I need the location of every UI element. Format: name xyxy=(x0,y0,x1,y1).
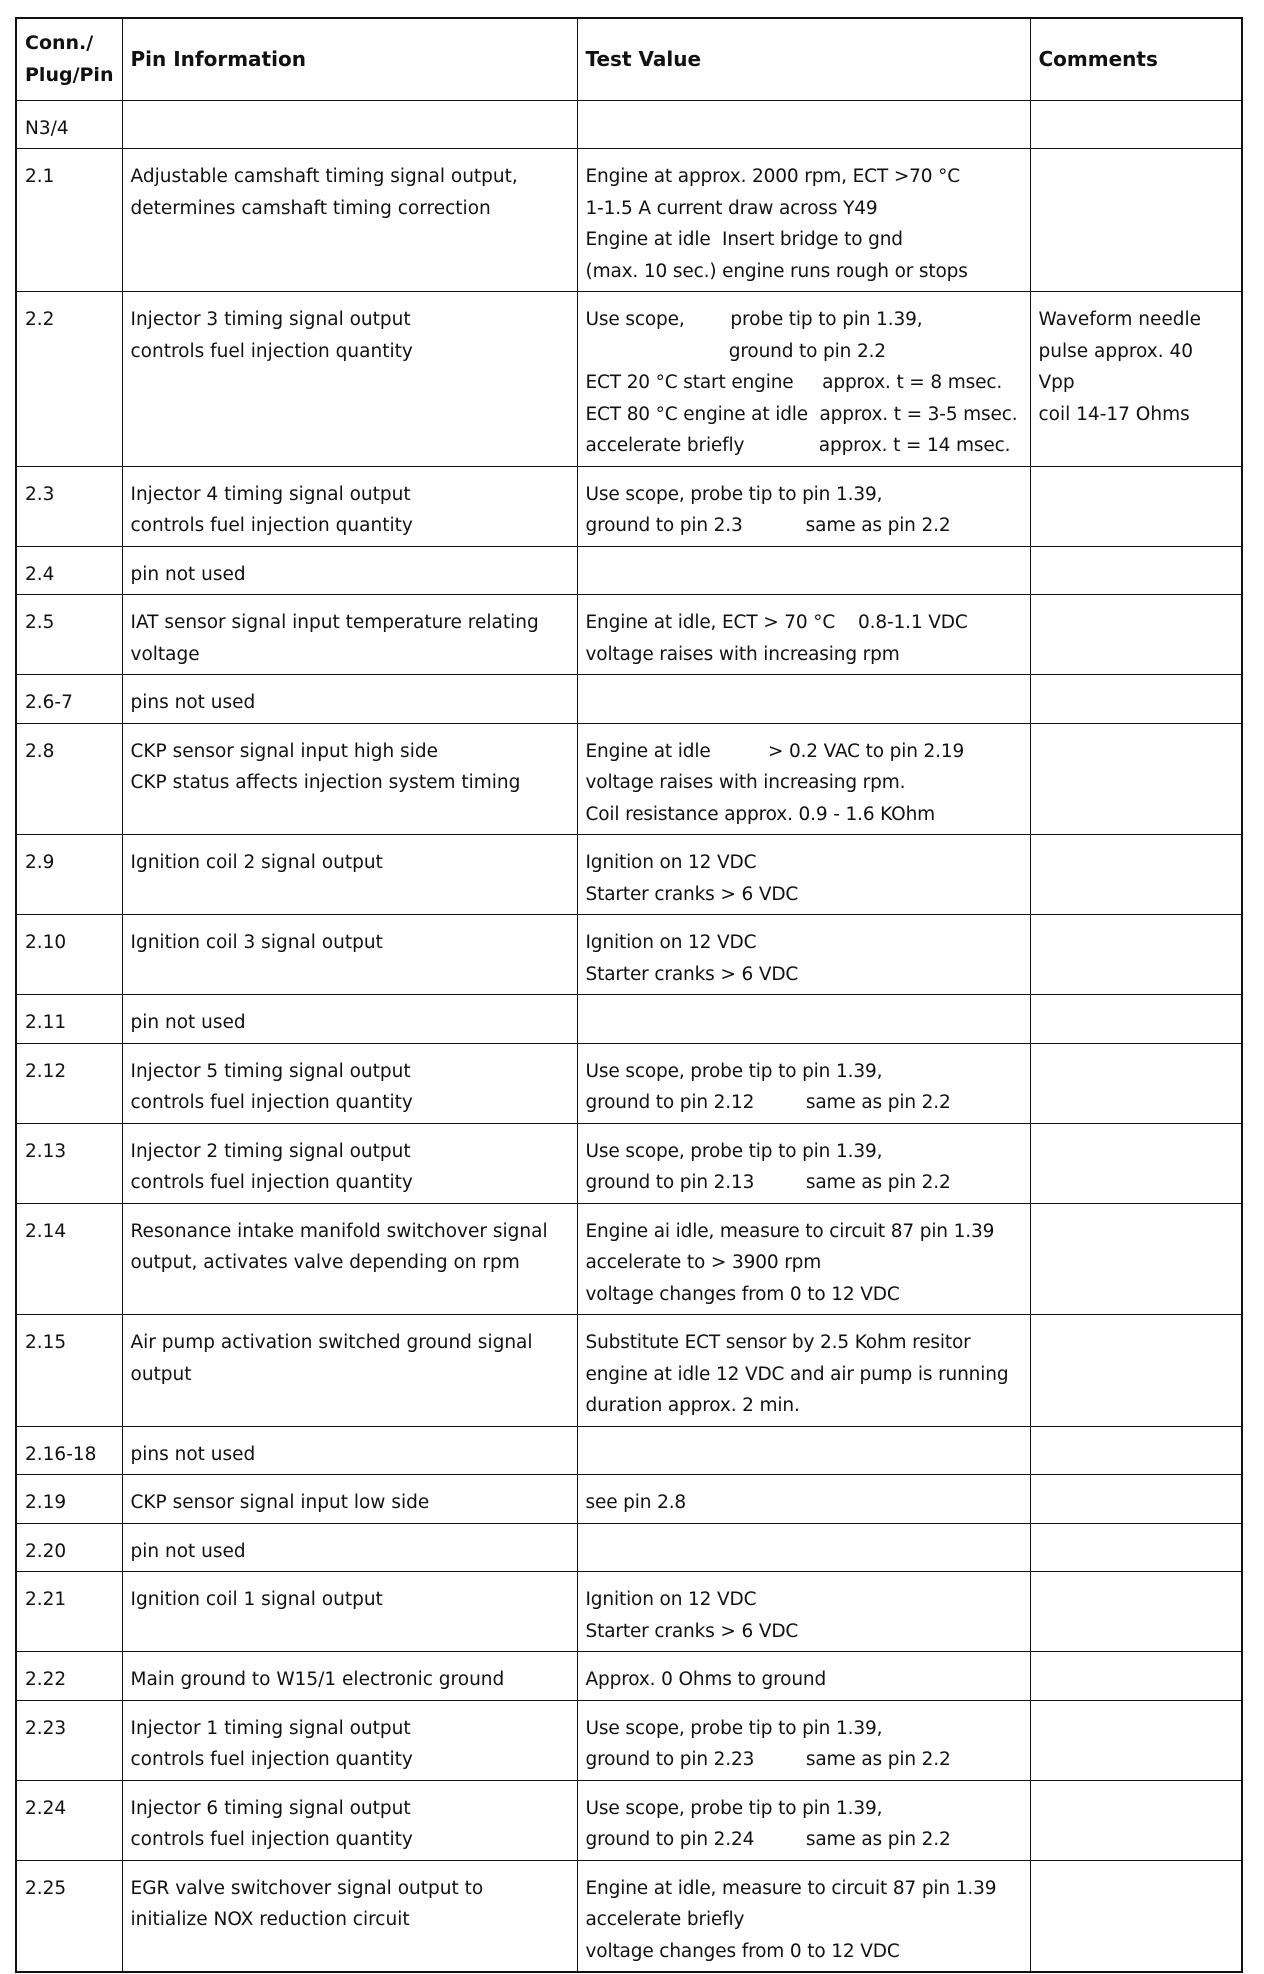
info-line: determines camshaft timing correction xyxy=(130,197,491,219)
comments-cell xyxy=(1030,1780,1242,1860)
table-row xyxy=(16,100,1242,149)
test-line: see pin 2.8 xyxy=(585,1492,687,1513)
info-cell xyxy=(122,1203,577,1315)
test-value-cell xyxy=(577,100,1030,149)
pin-cell: 2.1 xyxy=(16,149,122,292)
info-line: EGR valve switchover signal output to xyxy=(130,1877,484,1899)
comments-cell xyxy=(1030,1475,1242,1524)
test-line: ground to pin 2.13 same as pin 2.2 xyxy=(585,1172,951,1193)
info-line: pins not used xyxy=(130,1443,256,1465)
comment-line: Vpp xyxy=(1038,372,1075,393)
pin-cell: 2.21 xyxy=(16,1572,122,1652)
info-cell xyxy=(122,723,577,835)
test-value-cell xyxy=(577,1652,1030,1701)
info-line: IAT sensor signal input temperature relating xyxy=(130,612,539,633)
table-row xyxy=(16,835,1242,915)
test-line: voltage raises with increasing rpm xyxy=(585,643,900,665)
test-value-cell xyxy=(577,1123,1030,1203)
info-line: pins not used xyxy=(130,692,256,713)
comments-cell xyxy=(1030,1123,1242,1203)
test-line: Engine at idle Insert bridge to gnd xyxy=(585,229,903,250)
comments-cell xyxy=(1030,1043,1242,1123)
info-cell xyxy=(122,1652,577,1701)
header-pin-line-1: Conn./ xyxy=(25,32,94,55)
test-line: Use scope, probe tip to pin 1.39, xyxy=(585,1140,883,1162)
test-line: ground to pin 2.12 same as pin 2.2 xyxy=(585,1092,951,1113)
test-line: Engine ai idle, measure to circuit 87 pin 1.39 xyxy=(585,1220,995,1242)
info-line: pin not used xyxy=(130,1012,246,1033)
info-line: Adjustable camshaft timing signal output, xyxy=(130,166,518,187)
test-line: Ignition on 12 VDC xyxy=(585,1589,757,1610)
pin-cell: 2.11 xyxy=(16,995,122,1044)
comments-cell xyxy=(1030,466,1242,546)
test-line: accelerate briefly approx. t = 14 msec. xyxy=(585,435,1011,456)
info-cell xyxy=(122,1700,577,1780)
test-line: Use scope, probe tip to pin 1.39, xyxy=(585,309,923,330)
info-line: pin not used xyxy=(130,563,246,585)
pin-cell: 2.5 xyxy=(16,595,122,675)
pin-cell: 2.15 xyxy=(16,1315,122,1427)
test-value-cell xyxy=(577,1475,1030,1524)
info-cell xyxy=(122,292,577,467)
test-line: voltage changes from 0 to 12 VDC xyxy=(585,1283,900,1305)
test-line: engine at idle 12 VDC and air pump is running xyxy=(585,1363,1009,1385)
pin-cell: 2.10 xyxy=(16,915,122,995)
pin-cell: 2.20 xyxy=(16,1523,122,1572)
test-line: (max. 10 sec.) engine runs rough or stops xyxy=(585,260,968,282)
test-value-cell xyxy=(577,723,1030,835)
info-line: Resonance intake manifold switchover signal xyxy=(130,1220,548,1242)
pin-cell: 2.12 xyxy=(16,1043,122,1123)
test-line: accelerate to > 3900 rpm xyxy=(585,1252,822,1273)
info-line: initialize NOX reduction circuit xyxy=(130,1909,410,1930)
table-row xyxy=(16,546,1242,595)
test-line: ground to pin 2.23 same as pin 2.2 xyxy=(585,1749,951,1770)
table-row xyxy=(16,1780,1242,1860)
info-line: Injector 1 timing signal output xyxy=(130,1717,411,1739)
comments-cell xyxy=(1030,723,1242,835)
comments-cell xyxy=(1030,1860,1242,1972)
test-line: Coil resistance approx. 0.9 - 1.6 KOhm xyxy=(585,803,936,825)
test-value-cell xyxy=(577,835,1030,915)
info-cell xyxy=(122,915,577,995)
info-line: CKP sensor signal input low side xyxy=(130,1492,430,1513)
info-cell xyxy=(122,1475,577,1524)
comments-cell xyxy=(1030,1523,1242,1572)
comments-cell xyxy=(1030,100,1242,149)
info-line: output, activates valve depending on rpm xyxy=(130,1252,520,1273)
test-line: ground to pin 2.24 same as pin 2.2 xyxy=(585,1829,951,1850)
test-line: Ignition on 12 VDC xyxy=(585,932,757,953)
info-line: voltage xyxy=(130,643,200,665)
pin-cell: 2.3 xyxy=(16,466,122,546)
table-row xyxy=(16,1315,1242,1427)
comments-cell xyxy=(1030,995,1242,1044)
info-cell xyxy=(122,1780,577,1860)
pin-cell: 2.9 xyxy=(16,835,122,915)
info-cell xyxy=(122,1426,577,1475)
info-cell xyxy=(122,1572,577,1652)
comment-line: Waveform needle xyxy=(1038,309,1202,330)
test-value-cell xyxy=(577,546,1030,595)
info-line: controls fuel injection quantity xyxy=(130,515,413,536)
info-line: Main ground to W15/1 electronic ground xyxy=(130,1669,505,1690)
comments-cell xyxy=(1030,1572,1242,1652)
table-row xyxy=(16,995,1242,1044)
header-test-value: Test Value xyxy=(577,18,1030,100)
test-line: Use scope, probe tip to pin 1.39, xyxy=(585,1060,883,1082)
info-cell xyxy=(122,995,577,1044)
test-line: accelerate briefly xyxy=(585,1909,745,1930)
pin-cell: 2.8 xyxy=(16,723,122,835)
info-line: controls fuel injection quantity xyxy=(130,1092,413,1113)
pin-cell: 2.22 xyxy=(16,1652,122,1701)
comments-cell xyxy=(1030,1203,1242,1315)
info-line: controls fuel injection quantity xyxy=(130,1749,413,1770)
test-line: Use scope, probe tip to pin 1.39, xyxy=(585,1797,883,1819)
comments-cell xyxy=(1030,915,1242,995)
info-line: controls fuel injection quantity xyxy=(130,1172,413,1193)
info-line: Injector 6 timing signal output xyxy=(130,1797,411,1819)
header-pin-information: Pin Information xyxy=(122,18,577,100)
test-line: Engine at approx. 2000 rpm, ECT >70 °C xyxy=(585,166,961,187)
pin-cell: 2.13 xyxy=(16,1123,122,1203)
info-line: Ignition coil 1 signal output xyxy=(130,1589,383,1610)
table-row xyxy=(16,1475,1242,1524)
test-line: 1-1.5 A current draw across Y49 xyxy=(585,197,878,219)
info-cell xyxy=(122,1860,577,1972)
test-line: Starter cranks > 6 VDC xyxy=(585,1620,799,1642)
test-value-cell xyxy=(577,595,1030,675)
table-row xyxy=(16,595,1242,675)
info-cell xyxy=(122,835,577,915)
info-line: Injector 2 timing signal output xyxy=(130,1140,411,1162)
info-line: pin not used xyxy=(130,1540,246,1562)
info-cell xyxy=(122,675,577,724)
info-line: controls fuel injection quantity xyxy=(130,340,413,362)
pin-cell: 2.16-18 xyxy=(16,1426,122,1475)
comments-cell xyxy=(1030,1700,1242,1780)
test-line: Engine at idle, measure to circuit 87 pin 1.39 xyxy=(585,1877,997,1899)
info-cell xyxy=(122,100,577,149)
info-line: Injector 3 timing signal output xyxy=(130,309,411,330)
table-row xyxy=(16,292,1242,467)
table-row xyxy=(16,915,1242,995)
table-row xyxy=(16,1652,1242,1701)
info-cell xyxy=(122,466,577,546)
pin-cell: 2.19 xyxy=(16,1475,122,1524)
table-row xyxy=(16,149,1242,292)
table-row xyxy=(16,466,1242,546)
table-row xyxy=(16,1426,1242,1475)
comments-cell xyxy=(1030,149,1242,292)
header-comments: Comments xyxy=(1030,18,1242,100)
table-row xyxy=(16,1203,1242,1315)
test-value-cell xyxy=(577,1572,1030,1652)
test-line: Use scope, probe tip to pin 1.39, xyxy=(585,1717,883,1739)
comments-cell xyxy=(1030,546,1242,595)
comments-cell xyxy=(1030,1315,1242,1427)
comments-cell xyxy=(1030,1426,1242,1475)
info-line: output xyxy=(130,1363,192,1385)
table-row xyxy=(16,1123,1242,1203)
test-value-cell xyxy=(577,1523,1030,1572)
table-body xyxy=(16,100,1242,1972)
pin-test-table xyxy=(15,17,1243,1973)
header-pin-line-2: Plug/Pin xyxy=(25,64,114,87)
test-line: Approx. 0 Ohms to ground xyxy=(585,1669,827,1690)
test-value-cell xyxy=(577,995,1030,1044)
test-value-cell xyxy=(577,675,1030,724)
test-value-cell xyxy=(577,1860,1030,1972)
info-line: Injector 4 timing signal output xyxy=(130,483,411,505)
test-line: voltage raises with increasing rpm. xyxy=(585,772,906,793)
test-line: Substitute ECT sensor by 2.5 Kohm resitor xyxy=(585,1332,971,1353)
test-line: Starter cranks > 6 VDC xyxy=(585,963,799,985)
pin-cell: 2.6-7 xyxy=(16,675,122,724)
pin-cell: 2.23 xyxy=(16,1700,122,1780)
test-value-cell xyxy=(577,466,1030,546)
info-cell xyxy=(122,1315,577,1427)
test-line: Ignition on 12 VDC xyxy=(585,852,757,873)
test-line: ground to pin 2.3 same as pin 2.2 xyxy=(585,515,951,536)
info-cell xyxy=(122,149,577,292)
info-cell xyxy=(122,1043,577,1123)
header-row xyxy=(16,18,1242,100)
info-line: Injector 5 timing signal output xyxy=(130,1060,411,1082)
info-line: CKP sensor signal input high side xyxy=(130,740,438,762)
info-cell xyxy=(122,1123,577,1203)
table-row xyxy=(16,675,1242,724)
info-line: Ignition coil 2 signal output xyxy=(130,852,383,873)
info-cell xyxy=(122,1523,577,1572)
pin-cell: N3/4 xyxy=(16,100,122,149)
table-row xyxy=(16,1700,1242,1780)
test-value-cell xyxy=(577,1780,1030,1860)
pin-cell: 2.14 xyxy=(16,1203,122,1315)
test-value-cell xyxy=(577,1203,1030,1315)
test-value-cell xyxy=(577,1426,1030,1475)
test-line: Engine at idle, ECT > 70 °C 0.8-1.1 VDC xyxy=(585,612,968,633)
table-row xyxy=(16,1523,1242,1572)
test-value-cell xyxy=(577,1043,1030,1123)
test-value-cell xyxy=(577,915,1030,995)
comments-cell xyxy=(1030,292,1242,467)
table-row xyxy=(16,1572,1242,1652)
test-line: duration approx. 2 min. xyxy=(585,1395,800,1416)
test-line: ECT 20 °C start engine approx. t = 8 msec. xyxy=(585,372,1003,393)
test-value-cell xyxy=(577,149,1030,292)
test-line: ECT 80 °C engine at idle approx. t = 3-5 msec. xyxy=(585,403,1018,425)
comments-cell xyxy=(1030,835,1242,915)
test-line: voltage changes from 0 to 12 VDC xyxy=(585,1940,900,1962)
pin-cell: 2.2 xyxy=(16,292,122,467)
comment-line: pulse approx. 40 xyxy=(1038,340,1194,362)
test-value-cell xyxy=(577,292,1030,467)
test-line: Use scope, probe tip to pin 1.39, xyxy=(585,483,883,505)
comment-line: coil 14-17 Ohms xyxy=(1038,403,1190,425)
test-value-cell xyxy=(577,1700,1030,1780)
table-row xyxy=(16,723,1242,835)
test-value-cell xyxy=(577,1315,1030,1427)
header-conn-plug-pin xyxy=(16,18,122,100)
pin-cell: 2.24 xyxy=(16,1780,122,1860)
table-row xyxy=(16,1043,1242,1123)
comments-cell xyxy=(1030,675,1242,724)
table-row xyxy=(16,1860,1242,1972)
pin-cell: 2.4 xyxy=(16,546,122,595)
test-line: Engine at idle > 0.2 VAC to pin 2.19 xyxy=(585,740,965,762)
info-line: Ignition coil 3 signal output xyxy=(130,932,383,953)
info-line: Air pump activation switched ground signal xyxy=(130,1332,533,1353)
test-line: Starter cranks > 6 VDC xyxy=(585,883,799,905)
info-cell xyxy=(122,595,577,675)
info-line: controls fuel injection quantity xyxy=(130,1829,413,1850)
comments-cell xyxy=(1030,1652,1242,1701)
test-line: ground to pin 2.2 xyxy=(585,340,886,362)
comments-cell xyxy=(1030,595,1242,675)
info-line: CKP status affects injection system timing xyxy=(130,772,521,793)
pin-cell: 2.25 xyxy=(16,1860,122,1972)
info-cell xyxy=(122,546,577,595)
